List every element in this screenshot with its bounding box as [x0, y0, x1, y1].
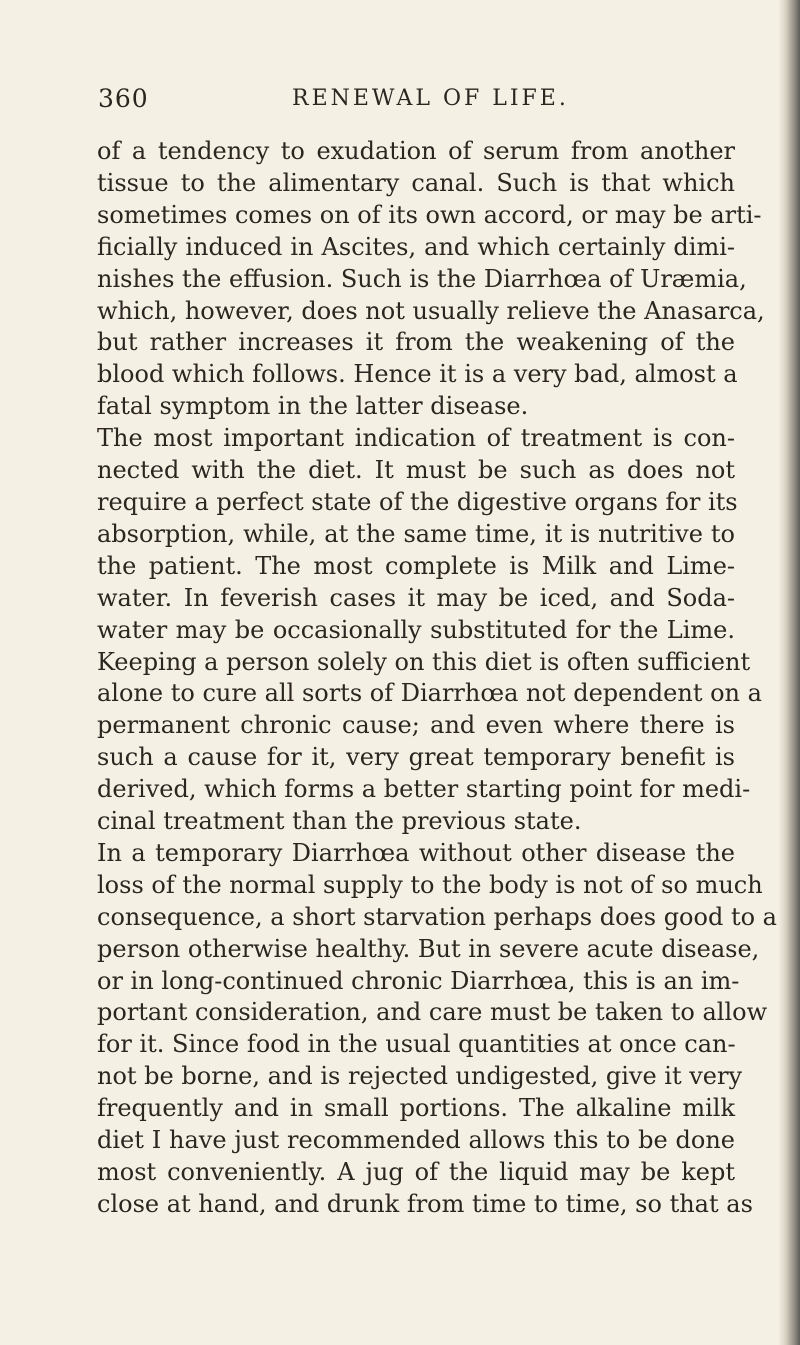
text-line: In a temporary Diarrhœa without other disease the — [97, 838, 735, 867]
text-line: consequence, a short starvation perhaps does good to a — [97, 902, 777, 931]
running-title: RENEWAL OF LIFE. — [292, 86, 569, 111]
text-line: portant consideration, and care must be taken to allow — [97, 998, 768, 1027]
text-line: sometimes comes on of its own accord, or may be arti- — [97, 200, 762, 229]
text-line: water. In feverish cases it may be iced, and Soda- — [97, 583, 735, 612]
text-line: person otherwise healthy. But in severe acute disease, — [97, 934, 760, 963]
text-line: loss of the normal supply to the body is not of so much — [97, 870, 763, 899]
text-line: water may be occasionally substituted for the Lime. — [97, 615, 735, 644]
page-edge-shadow — [778, 0, 800, 1345]
text-line: require a perfect state of the digestive organs for its — [97, 487, 738, 516]
text-line: blood which follows. Hence it is a very bad, almost a — [97, 360, 738, 389]
text-line: cinal treatment than the previous state. — [97, 807, 582, 836]
text-line: absorption, while, at the same time, it is nutritive to — [97, 519, 735, 548]
text-line: but rather increases it from the weakening of the — [97, 328, 735, 357]
text-line: for it. Since food in the usual quantities at once can- — [97, 1030, 736, 1059]
text-line: permanent chronic cause; and even where there is — [97, 711, 735, 740]
text-line: most conveniently. A jug of the liquid may be kept — [97, 1158, 735, 1186]
text-line: Keeping a person solely on this diet is often sufficient — [97, 647, 751, 676]
text-line: which, however, does not usually relieve the Anasarca, — [97, 296, 765, 325]
text-line: tissue to the alimentary canal. Such is that which — [97, 168, 735, 197]
page-number: 360 — [98, 84, 149, 113]
body-text — [97, 136, 777, 1221]
text-line: close at hand, and drunk from time to time, so that as — [97, 1189, 753, 1218]
text-line: nected with the diet. It must be such as does not — [97, 456, 735, 485]
text-line: fatal symptom in the latter disease. — [97, 392, 529, 421]
text-line: ficially induced in Ascites, and which certainly dimi- — [97, 232, 735, 261]
text-line: of a tendency to exudation of serum from another — [97, 137, 735, 165]
text-line: derived, which forms a better starting point for medi- — [97, 775, 751, 804]
running-header — [98, 84, 728, 124]
text-line: The most important indication of treatment is con- — [97, 424, 735, 453]
text-line: nishes the effusion. Such is the Diarrhœa of Uræmia, — [97, 264, 747, 293]
text-line: or in long-continued chronic Diarrhœa, this is an im- — [97, 966, 740, 995]
text-line: frequently and in small portions. The alkaline milk — [97, 1094, 735, 1123]
text-line: not be borne, and is rejected undigested, give it very — [97, 1062, 743, 1091]
text-line: such a cause for it, very great temporary benefit is — [97, 743, 735, 772]
text-line: diet I have just recommended allows this to be done — [97, 1126, 735, 1155]
text-line: the patient. The most complete is Milk and Lime- — [97, 551, 735, 580]
text-line: alone to cure all sorts of Diarrhœa not dependent on a — [97, 679, 762, 708]
